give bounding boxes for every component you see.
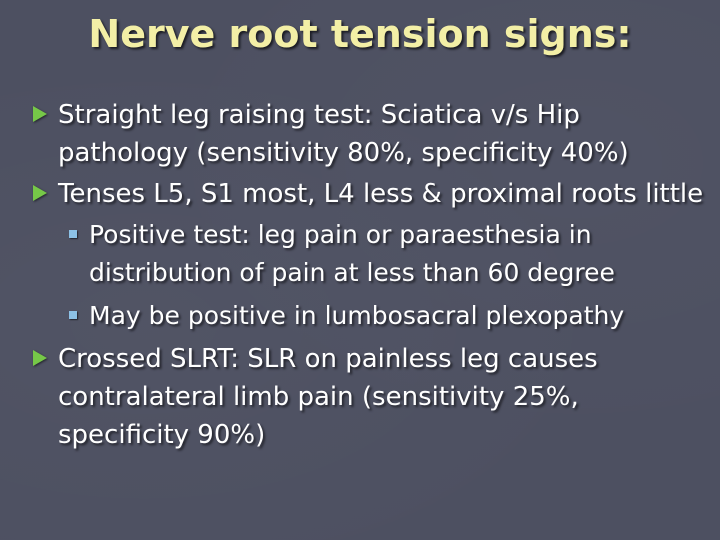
slide-title: Nerve root tension signs: xyxy=(88,12,632,56)
blue-square-bullet-icon xyxy=(69,311,77,319)
bullet-item xyxy=(32,340,704,454)
bullet-text: Straight leg raising test: Sciatica v/s Hip pathology (sensitivity 80%, specificity 40%) xyxy=(58,100,629,168)
sub-bullet-item xyxy=(68,297,704,335)
sub-bullet-item xyxy=(68,216,704,292)
blue-square-bullet-icon xyxy=(69,230,77,238)
green-triangle-bullet-icon xyxy=(33,350,47,366)
sub-bullet-text: Positive test: leg pain or paraesthesia in distribution of pain at less than 60 degree xyxy=(89,220,615,287)
bullet-item xyxy=(32,175,704,213)
slide-body xyxy=(32,96,704,457)
green-triangle-bullet-icon xyxy=(33,185,47,201)
bullet-text: Crossed SLRT: SLR on painless leg causes contralateral limb pain (sensitivity 25%, specificity 90%) xyxy=(58,344,598,450)
sub-bullet-text: May be positive in lumbosacral plexopathy xyxy=(89,301,625,330)
bullet-text: Tenses L5, S1 most, L4 less & proximal roots little xyxy=(58,179,704,209)
bullet-item xyxy=(32,96,704,172)
green-triangle-bullet-icon xyxy=(33,106,47,122)
